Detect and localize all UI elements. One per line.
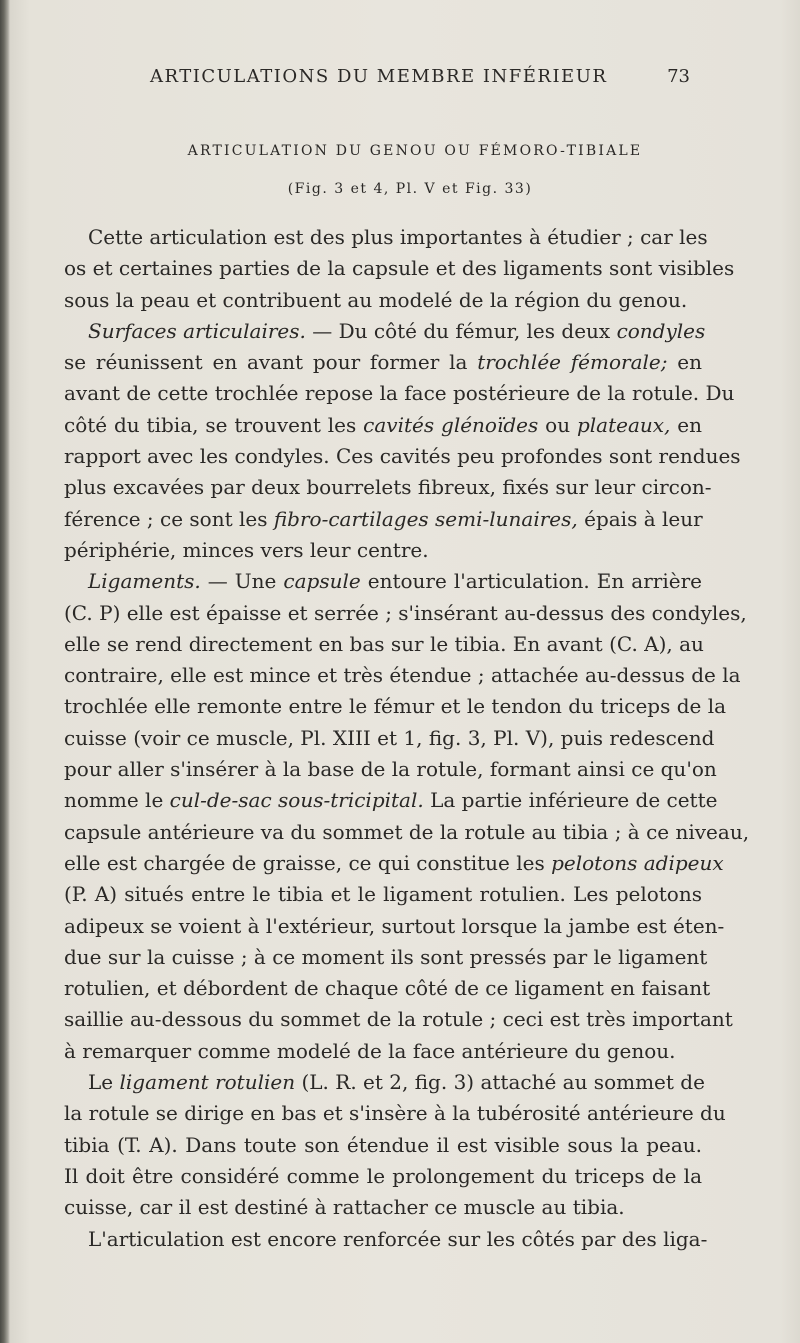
text-line: avant de cette trochlée repose la face postérieure de la rotule. Du	[64, 381, 735, 406]
running-head	[150, 66, 690, 94]
text-line: à remarquer comme modelé de la face antérieure du genou.	[64, 1038, 676, 1063]
paragraph-continuation	[64, 1224, 708, 1255]
text-line: adipeux se voient à l'extérieur, surtout lorsque la jambe est éten-	[64, 913, 725, 938]
text-line: saillie au-dessous du sommet de la rotule ; ceci est très important	[64, 1007, 733, 1032]
text-line: cuisse, car il est destiné à rattacher ce muscle au tibia.	[64, 1195, 625, 1220]
paragraph-ligaments	[64, 566, 750, 1067]
text-line: tibia (T. A). Dans toute son étendue il est visible sous la peau.	[64, 1132, 702, 1157]
section-heading-surfaces: Surfaces articulaires.	[88, 318, 306, 343]
text-line: (C. P) elle est épaisse et serrée ; s'insérant au-dessus des condyles,	[64, 600, 747, 625]
text-line: L'articulation est encore renforcée sur les côtés par des liga-	[88, 1226, 708, 1251]
paragraph-surfaces	[64, 316, 741, 566]
section-heading-ligaments: Ligaments.	[88, 569, 201, 594]
section-title: ARTICULATION DU GENOU OU FÉMORO-TIBIALE	[187, 143, 643, 159]
text-line: férence ; ce sont les fibro-cartilages semi-lunaires, épais à leur	[64, 506, 703, 531]
text-line: (P. A) situés entre le tibia et le ligament rotulien. Les pelotons	[64, 882, 702, 907]
text-line: os et certaines parties de la capsule et des ligaments sont visibles	[64, 256, 735, 281]
section-subtitle: (Fig. 3 et 4, Pl. V et Fig. 33)	[287, 181, 533, 197]
paragraph-intro	[64, 222, 735, 316]
text-line: elle est chargée de graisse, ce qui constitue les pelotons adipeux	[64, 850, 724, 875]
body-text	[64, 222, 750, 1255]
text-line: capsule antérieure va du sommet de la rotule au tibia ; à ce niveau,	[64, 819, 750, 844]
text-line: Surfaces articulaires. — Du côté du fémur, les deux condyles	[88, 318, 706, 343]
text-line: se réunissent en avant pour former la trochlée fémorale; en	[64, 350, 702, 375]
text-line: Le ligament rotulien (L. R. et 2, fig. 3) attaché au sommet de	[88, 1070, 705, 1095]
text-line: cuisse (voir ce muscle, Pl. XIII et 1, fig. 3, Pl. V), puis redescend	[64, 725, 715, 750]
text-line: rapport avec les condyles. Ces cavités peu profondes sont rendues	[64, 444, 741, 469]
text-line: nomme le cul-de-sac sous-tricipital. La partie inférieure de cette	[64, 788, 718, 813]
text-line: due sur la cuisse ; à ce moment ils sont pressés par le ligament	[64, 944, 708, 969]
text-line: côté du tibia, se trouvent les cavités glénoïdes ou plateaux, en	[64, 412, 702, 437]
text-line: trochlée elle remonte entre le fémur et le tendon du triceps de la	[64, 694, 727, 719]
binding-edge	[0, 0, 10, 1343]
running-head-title: ARTICULATIONS DU MEMBRE INFÉRIEUR	[150, 66, 608, 87]
text-line: Cette articulation est des plus importantes à étudier ; car les	[88, 225, 708, 249]
text-line: sous la peau et contribuent au modelé de la région du genou.	[64, 287, 688, 312]
text-line: la rotule se dirige en bas et s'insère à la tubérosité antérieure du	[64, 1101, 726, 1126]
text-line: rotulien, et débordent de chaque côté de ce ligament en faisant	[64, 976, 711, 1001]
paragraph-ligament-rotulien	[64, 1067, 726, 1223]
text-line: périphérie, minces vers leur centre.	[64, 537, 429, 562]
text-line: pour aller s'insérer à la base de la rotule, formant ainsi ce qu'on	[64, 757, 717, 782]
text-line: elle se rend directement en bas sur le tibia. En avant (C. A), au	[64, 631, 704, 656]
text-line: contraire, elle est mince et très étendue ; attachée au-dessus de la	[64, 663, 741, 688]
text-line: Il doit être considéré comme le prolongement du triceps de la	[64, 1163, 702, 1188]
page-number: 73	[667, 66, 690, 87]
text-line: plus excavées par deux bourrelets fibreux, fixés sur leur circon-	[64, 475, 712, 500]
text-line: Ligaments. — Une capsule entoure l'articulation. En arrière	[88, 569, 702, 594]
